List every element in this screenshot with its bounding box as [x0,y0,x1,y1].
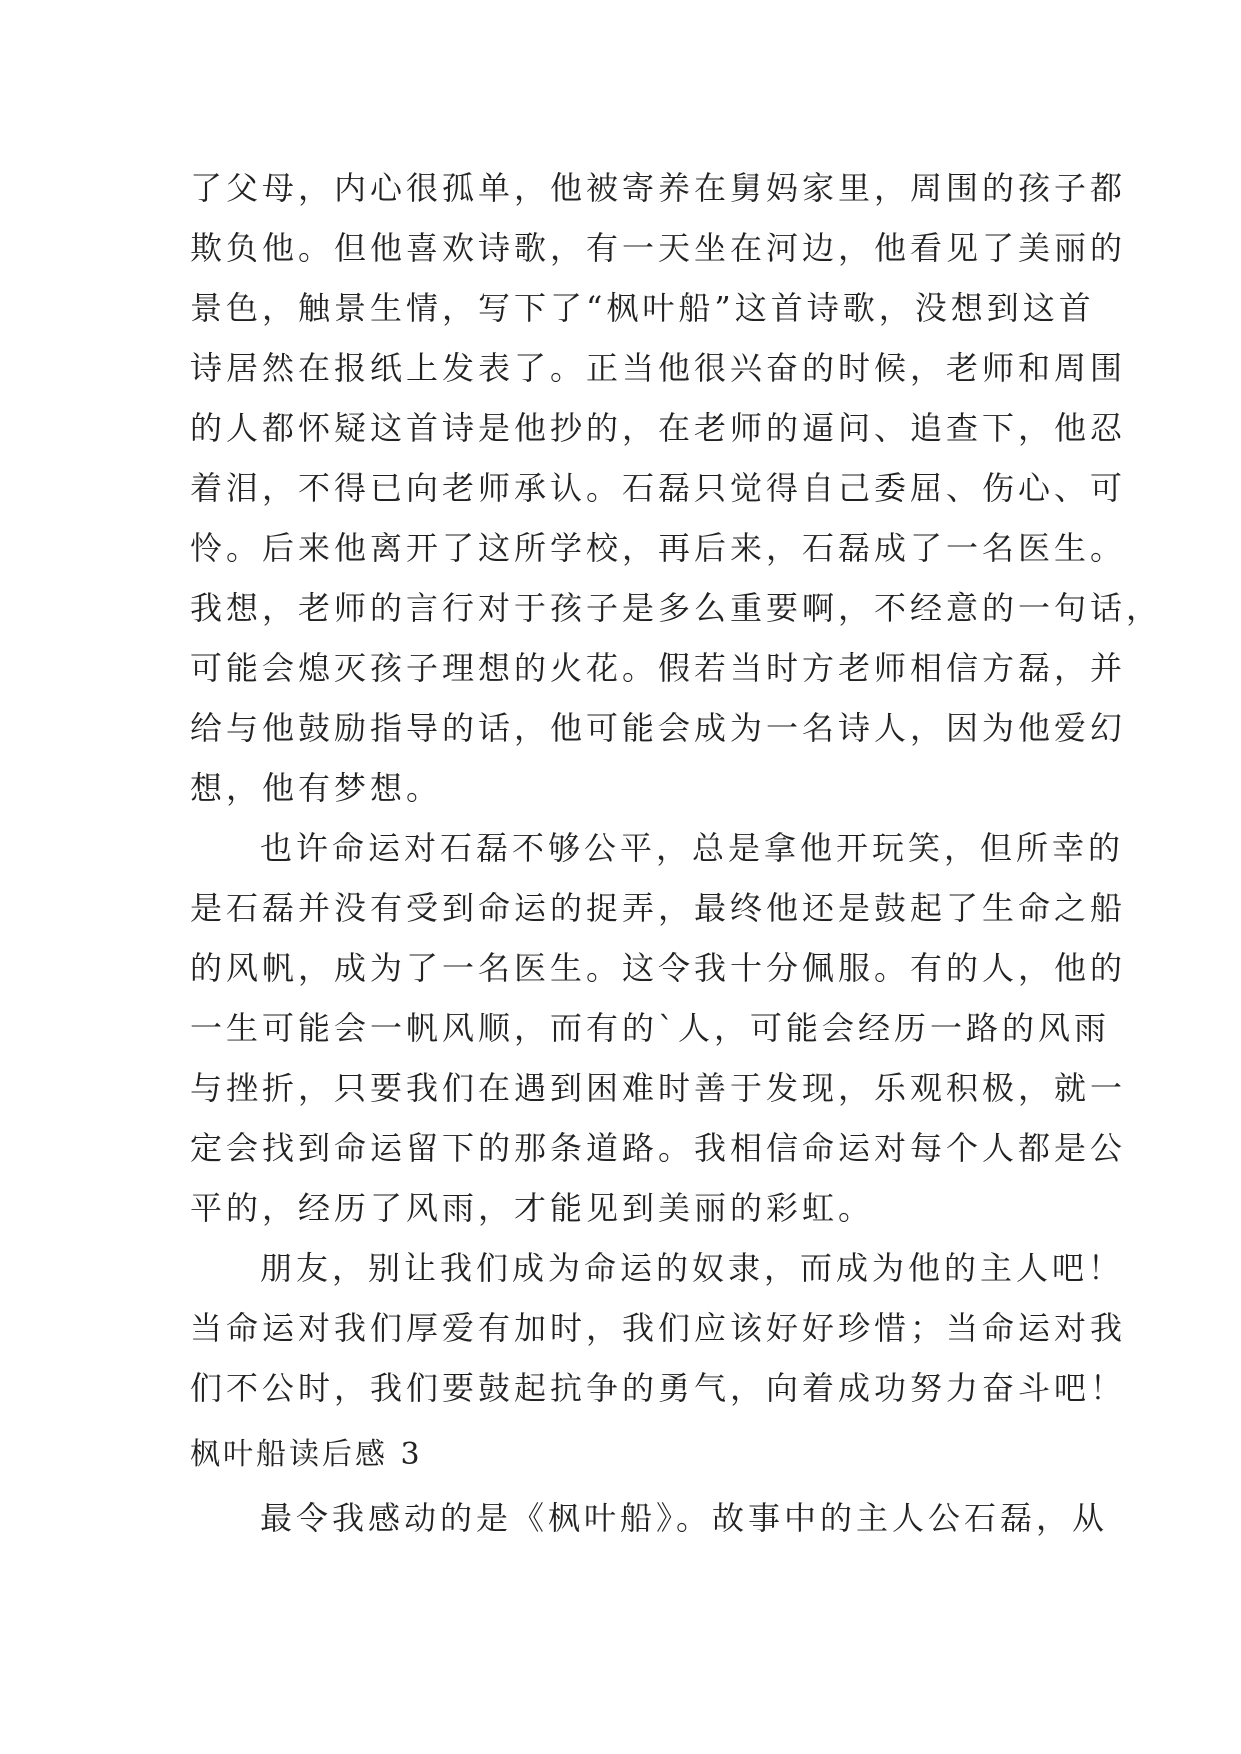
section-heading: 枫叶船读后感 3 [190,1437,423,1472]
body-line: 怜。后来他离开了这所学校，再后来，石磊成了一名医生。 [190,529,1127,567]
body-line: 我想，老师的言行对于孩子是多么重要啊，不经意的一句话， [190,589,1163,627]
body-line: 定会找到命运留下的那条道路。我相信命运对每个人都是公 [190,1129,1127,1167]
paragraph-start-line: 也许命运对石磊不够公平，总是拿他开玩笑，但所幸的 [260,829,1125,867]
body-line: 想，他有梦想。 [190,769,443,807]
body-line: 着泪，不得已向老师承认。石磊只觉得自己委屈、伤心、可 [190,469,1127,507]
body-line: 是石磊并没有受到命运的捉弄，最终他还是鼓起了生命之船 [190,889,1127,927]
body-line: 了父母，内心很孤单，他被寄养在舅妈家里，周围的孩子都 [190,169,1127,207]
body-line: 给与他鼓励指导的话，他可能会成为一名诗人，因为他爱幻 [190,709,1127,747]
body-text [190,158,1163,1418]
body-line: 诗居然在报纸上发表了。正当他很兴奋的时候，老师和周围 [190,349,1127,387]
paragraph-start-line: 朋友，别让我们成为命运的奴隶，而成为他的主人吧！ [260,1249,1125,1287]
body-line: 可能会熄灭孩子理想的火花。假若当时方老师相信方磊，并 [190,649,1127,687]
body-line: 欺负他。但他喜欢诗歌，有一天坐在河边，他看见了美丽的 [190,229,1127,267]
body-line: 一生可能会一帆风顺，而有的`人，可能会经历一路的风雨 [190,1009,1111,1047]
body-line: 们不公时，我们要鼓起抗争的勇气，向着成功努力奋斗吧！ [190,1369,1127,1407]
body-line: 当命运对我们厚爱有加时，我们应该好好珍惜；当命运对我 [190,1309,1127,1347]
section-body [190,1488,1109,1548]
body-line: 与挫折，只要我们在遇到困难时善于发现，乐观积极，就一 [190,1069,1127,1107]
body-line: 的人都怀疑这首诗是他抄的，在老师的逼问、追查下，他忍 [190,409,1127,447]
body-line: 的风帆，成为了一名医生。这令我十分佩服。有的人，他的 [190,949,1127,987]
body-line: 景色，触景生情，写下了“枫叶船”这首诗歌，没想到这首 [190,289,1095,327]
paragraph-start-line: 最令我感动的是《枫叶船》。故事中的主人公石磊，从 [260,1499,1109,1537]
body-line: 平的，经历了风雨，才能见到美丽的彩虹。 [190,1189,875,1227]
